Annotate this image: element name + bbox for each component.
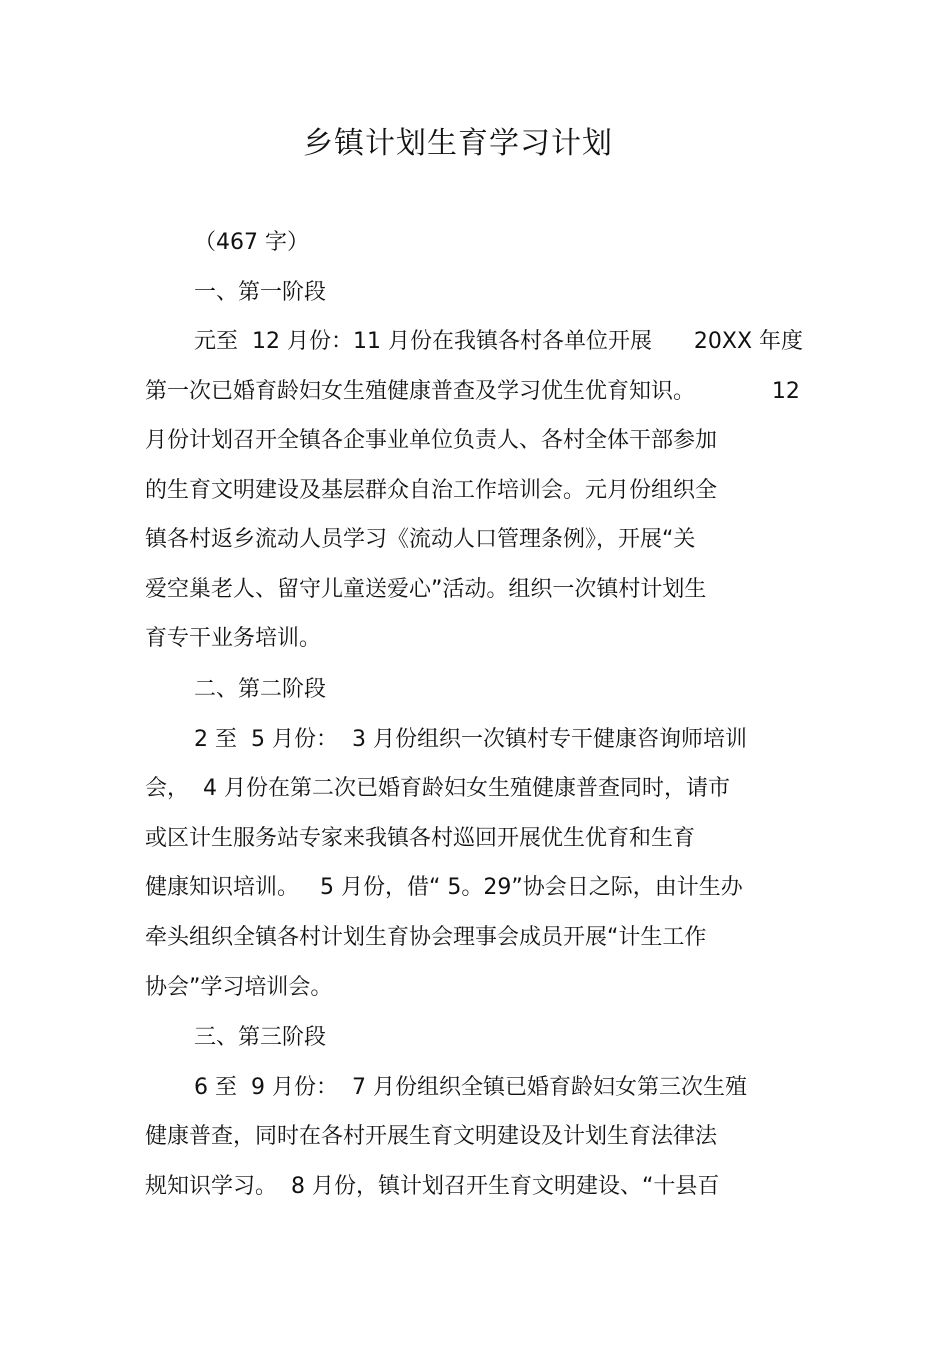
paragraph-line: 会， 4 月份在第二次已婚育龄妇女生殖健康普查同时，请市: [145, 776, 730, 801]
paragraph-line: 爱空巢老人、留守儿童送爱心”活动。组织一次镇村计划生: [145, 577, 707, 602]
paragraph-line: 镇各村返乡流动人员学习《流动人口管理条例》，开展“关: [145, 527, 696, 552]
paragraph-line: 2 至 5 月份： 3 月份组织一次镇村专干健康咨询师培训: [194, 727, 747, 752]
section-heading-1: 一、第一阶段: [194, 280, 327, 305]
paragraph-line: 规知识学习。 8 月份，镇计划召开生育文明建设、“十县百: [145, 1174, 720, 1199]
paragraph-line: 的生育文明建设及基层群众自治工作培训会。元月份组织全: [145, 478, 718, 503]
document-title: 乡镇计划生育学习计划: [303, 126, 613, 161]
paragraph-line: 第一次已婚育龄妇女生殖健康普查及学习优生优育知识。 12: [145, 379, 800, 404]
paragraph-line: 协会”学习培训会。: [145, 975, 333, 1000]
word-count: （467 字）: [194, 230, 309, 255]
paragraph-line: 月份计划召开全镇各企事业单位负责人、各村全体干部参加: [145, 428, 718, 453]
paragraph-line: 6 至 9 月份： 7 月份组织全镇已婚育龄妇女第三次生殖: [194, 1075, 747, 1100]
paragraph-line: 健康知识培训。 5 月份，借“ 5。29”协会日之际，由计生办: [145, 875, 743, 900]
section-heading-3: 三、第三阶段: [194, 1025, 327, 1050]
paragraph-line: 牵头组织全镇各村计划生育协会理事会成员开展“计生工作: [145, 925, 707, 950]
section-heading-2: 二、第二阶段: [194, 677, 327, 702]
paragraph-line: 元至 12 月份：11 月份在我镇各村各单位开展 20XX 年度: [194, 329, 804, 354]
paragraph-line: 育专干业务培训。: [145, 626, 322, 651]
paragraph-line: 健康普查，同时在各村开展生育文明建设及计划生育法律法: [145, 1124, 718, 1149]
paragraph-line: 或区计生服务站专家来我镇各村巡回开展优生优育和生育: [145, 826, 696, 851]
